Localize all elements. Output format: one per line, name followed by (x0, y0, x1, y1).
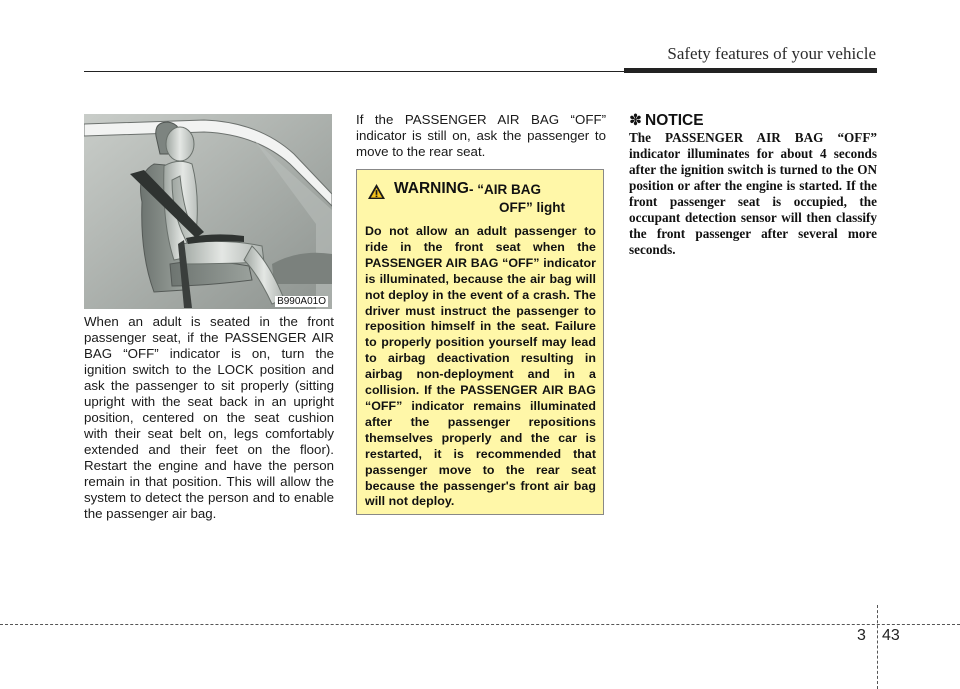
notice-star-icon: ✽ (629, 112, 642, 129)
warning-title (469, 181, 589, 217)
warning-header (365, 180, 596, 224)
body-paragraph: When an adult is seated in the front passenger seat, if the PASSENGER AIR BAG “OFF” indicator is on, turn the ignition switch to the LOCK position and ask the passenger to sit properly (sitting upright with the seat back in an upright position, centered on the seat cushion with their seat belt on, legs comfortably extended and their feet on the floor). Restart the engine and have the person remain in that position. This will allow the system to detect the person and to enable the passenger air bag. (84, 314, 334, 521)
warning-triangle-icon (367, 183, 386, 200)
chapter-number: 3 (857, 627, 866, 644)
footer-divider (877, 605, 878, 689)
section-title: Safety features of your vehicle (667, 44, 876, 63)
warning-title-line: - “AIR BAG (469, 182, 541, 197)
page-number: 43 (882, 627, 900, 644)
notice-title: NOTICE (645, 112, 704, 129)
warning-label: WARNING (394, 180, 469, 197)
header-rule-accent (624, 68, 877, 73)
footer-rule (0, 624, 960, 625)
warning-body: Do not allow an adult passenger to ride in the front seat when the PASSENGER AIR BAG “OFF” indicator is illuminated, because the air bag will not deploy in the event of a crash. The driver must instruct the passenger to reposition himself in the seat. Failure to properly position yourself may lead to airbag deactivation resulting in airbag non-deployment and in a collision. If the PASSENGER AIR BAG “OFF” indicator remains illuminated after the passenger repositions themselves properly and the car is restarted, it is recommended that passenger move to the rear seat because the passenger's front air bag will not deploy. (365, 224, 596, 509)
passenger-seat-figure (84, 114, 332, 309)
notice-body: The PASSENGER AIR BAG “OFF” indicator illuminates for about 4 seconds after the ignition switch is turned to the ON position or after the engine is started. If the front passenger seat is occupied, the occupant detection sensor will then classify the front passenger after several more seconds. (629, 130, 877, 257)
body-paragraph: If the PASSENGER AIR BAG “OFF” indicator is still on, ask the passenger to move to the rear seat. (356, 112, 606, 159)
seated-passenger-illustration (84, 114, 332, 309)
figure-code: B990A01O (277, 296, 326, 307)
warning-title-line: OFF” light (499, 200, 565, 215)
warning-box (356, 169, 604, 515)
header-rule (84, 71, 624, 72)
notice-heading (629, 111, 704, 130)
